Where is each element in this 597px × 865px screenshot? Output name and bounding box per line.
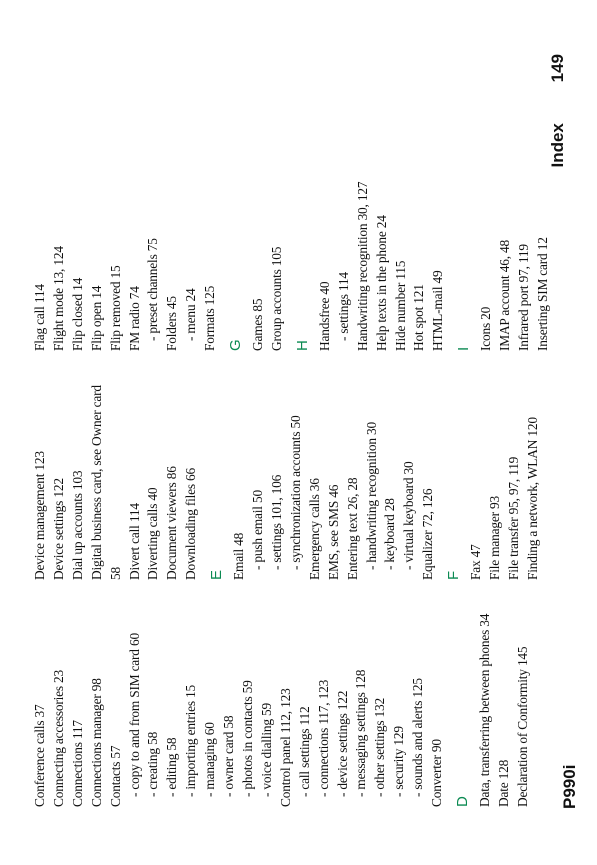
- index-entry: Connecting accessories 23: [50, 669, 66, 807]
- index-entry: Inserting SIM card 12: [534, 237, 550, 351]
- index-column-1: [31, 599, 533, 807]
- index-entry: Document viewers 86: [164, 466, 180, 580]
- index-column-2: [31, 372, 543, 580]
- index-entry: Entering text 26, 28: [344, 477, 360, 580]
- index-entry: Dial up accounts 103: [69, 470, 85, 580]
- index-entry: Date 128: [495, 759, 511, 807]
- index-subentry: - device settings 122: [334, 690, 350, 797]
- section-letter: D: [453, 796, 471, 807]
- index-entry: Folders 45: [164, 296, 180, 351]
- index-subentry: - editing 58: [164, 737, 180, 797]
- index-entry: Equalizer 72, 126: [420, 488, 436, 580]
- page-number: 149: [548, 54, 567, 83]
- index-entry: Connections 117: [69, 720, 85, 807]
- index-subentry: - call settings 112: [296, 706, 312, 797]
- index-entry: Flip open 14: [88, 285, 104, 351]
- index-subentry: - keyboard 28: [382, 498, 398, 570]
- index-entry: HTML-mail 49: [430, 270, 446, 351]
- index-entry: Diverting calls 40: [145, 487, 161, 580]
- index-entry: Fax 47: [468, 544, 484, 580]
- index-subentry: - settings 101, 106: [268, 474, 284, 570]
- index-entry: Divert call 114: [126, 503, 142, 580]
- index-entry: Digital business card, see Owner card 58: [88, 385, 123, 580]
- index-subentry: - menu 24: [183, 288, 199, 341]
- index-entry: Handsfree 40: [316, 281, 332, 351]
- index-entry: Group accounts 105: [268, 246, 284, 351]
- index-entry: Emergency calls 36: [306, 478, 322, 580]
- index-entry: Data, transferring between phones 34: [476, 613, 492, 807]
- index-entry: Conference calls 37: [32, 704, 47, 807]
- index-subentry: - handwriting recognition 30: [363, 422, 379, 570]
- index-subentry: - owner card 58: [221, 715, 237, 797]
- index-subentry: - copy to and from SIM card 60: [126, 633, 142, 797]
- index-entry: FM radio 74: [126, 286, 142, 351]
- index-subentry: - push email 50: [250, 490, 266, 570]
- index-entry: Finding a network, WLAN 120: [524, 417, 540, 580]
- section-letter: F: [445, 571, 463, 580]
- index-entry: Control panel 112, 123: [277, 688, 293, 807]
- index-entry: Downloading files 66: [183, 467, 199, 580]
- index-entry: Declaration of Conformity 145: [514, 646, 530, 807]
- index-subentry: - sounds and alerts 125: [410, 678, 426, 797]
- index-entry: Email 48: [231, 532, 247, 580]
- section-title: Index: [548, 123, 567, 168]
- index-entry: Converter 90: [429, 739, 445, 807]
- index-subentry: - settings 114: [335, 272, 351, 341]
- index-column-3: [31, 143, 553, 351]
- section-letter: H: [293, 340, 311, 351]
- index-entry: Icons 20: [478, 306, 494, 351]
- index-entry: Flag call 114: [32, 284, 47, 351]
- index-entry: Infrared port 97, 119: [516, 244, 532, 351]
- index-subentry: - messaging settings 128: [353, 669, 369, 797]
- index-entry: Flight mode 13, 124: [50, 246, 66, 351]
- index-subentry: - connections 117, 123: [315, 679, 331, 797]
- index-subentry: - photos in contacts 59: [239, 680, 255, 797]
- index-entry: Help texts in the phone 24: [373, 215, 389, 351]
- index-entry: Contacts 57: [107, 745, 123, 807]
- index-entry: File transfer 95, 97, 119: [505, 456, 521, 580]
- index-entry: Flip removed 15: [107, 265, 123, 351]
- section-letter: I: [455, 347, 473, 351]
- index-entry: Connections manager 98: [88, 678, 104, 807]
- index-entry: Handwriting recognition 30, 127: [354, 181, 370, 351]
- index-subentry: - preset channels 75: [145, 238, 161, 341]
- index-subentry: - synchronization accounts 50: [287, 415, 303, 570]
- index-subentry: - importing entries 15: [183, 684, 199, 797]
- index-subentry: - creating 58: [145, 731, 161, 797]
- index-subentry: - virtual keyboard 30: [401, 461, 417, 570]
- index-entry: Hide number 115: [392, 260, 408, 351]
- index-entry: File manager 93: [487, 495, 503, 580]
- product-name: P990i: [560, 764, 579, 809]
- index-subentry: - other settings 132: [372, 697, 388, 797]
- index-entry: Flip closed 14: [69, 277, 85, 351]
- index-subentry: - security 129: [391, 726, 407, 797]
- index-entry: Games 85: [250, 298, 266, 351]
- index-entry: EMS, see SMS 46: [325, 484, 341, 580]
- index-entry: IMAP account 46, 48: [497, 240, 513, 351]
- section-letter: E: [208, 570, 226, 580]
- page-footer: [548, 54, 568, 168]
- index-entry: Formats 125: [202, 285, 218, 351]
- section-letter: G: [227, 339, 245, 351]
- index-subentry: - managing 60: [202, 722, 218, 797]
- index-entry: Device management 123: [32, 451, 47, 580]
- index-subentry: - voice dialling 59: [258, 702, 274, 797]
- index-entry: Device settings 122: [50, 478, 66, 580]
- index-entry: Hot spot 121: [411, 284, 427, 351]
